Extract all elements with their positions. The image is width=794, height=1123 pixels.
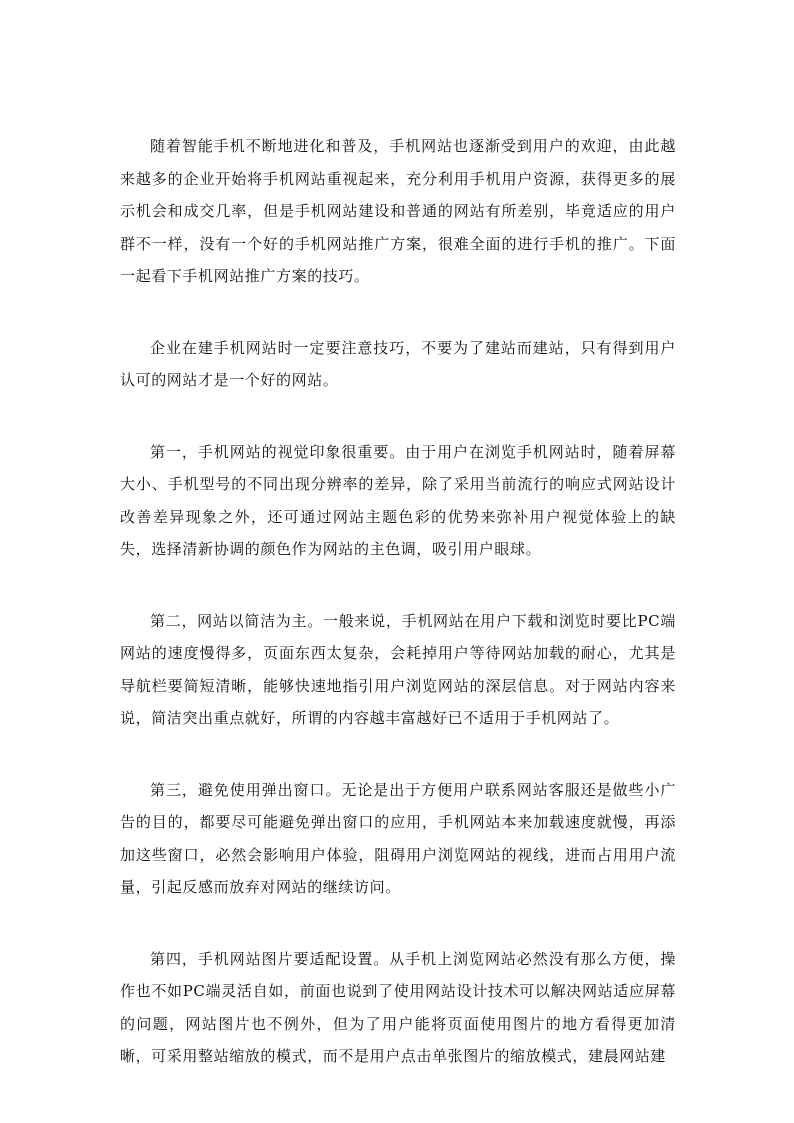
tip-one-paragraph: 第一，手机网站的视觉印象很重要。由于用户在浏览手机网站时，随着屏幕大小、手机型号的不同出现分辨率的差异，除了采用当前流行的响应式网站设计改善差异现象之外，还可通过网站主题色彩的优势来弥补用户视觉体验上的缺失，选择清新协调的颜色作为网站的主色调，吸引用户眼球。 <box>120 442 676 558</box>
tip-four-paragraph: 第四，手机网站图片要适配设置。从手机上浏览网站必然没有那么方便，操作也不如PC端灵活自如，前面也说到了使用网站设计技术可以解决网站适应屏幕的问题，网站图片也不例外，但为了用户能将页面使用图片的地方看得更加清晰，可采用整站缩放的模式，而不是用户点击单张图片的缩放模式，建晨网站建 <box>120 949 676 1065</box>
document-page <box>120 130 676 1112</box>
advice-paragraph: 企业在建手机网站时一定要注意技巧，不要为了建站而建站，只有得到用户认可的网站才是一个好的网站。 <box>120 338 676 389</box>
intro-paragraph: 随着智能手机不断地进化和普及，手机网站也逐渐受到用户的欢迎，由此越来越多的企业开始将手机网站重视起来，充分利用手机用户资源，获得更多的展示机会和成交几率，但是手机网站建设和普通的网站有所差别，毕竟适应的用户群不一样，没有一个好的手机网站推广方案，很难全面的进行手机的推广。下面一起看下手机网站推广方案的技巧。 <box>120 137 676 285</box>
tip-two-paragraph: 第二，网站以简洁为主。一般来说，手机网站在用户下载和浏览时要比PC端网站的速度慢得多，页面东西太复杂，会耗掉用户等待网站加载的耐心，尤其是导航栏要简短清晰，能够快速地指引用户浏览网站的深层信息。对于网站内容来说，简洁突出重点就好，所谓的内容越丰富越好已不适用于手机网站了。 <box>120 611 676 727</box>
tip-three-paragraph: 第三，避免使用弹出窗口。无论是出于方便用户联系网站客服还是做些小广告的目的，都要尽可能避免弹出窗口的应用，手机网站本来加载速度就慢，再添加这些窗口，必然会影响用户体验，阻碍用户浏览网站的视线，进而占用用户流量，引起反感而放弃对网站的继续访问。 <box>120 780 676 896</box>
